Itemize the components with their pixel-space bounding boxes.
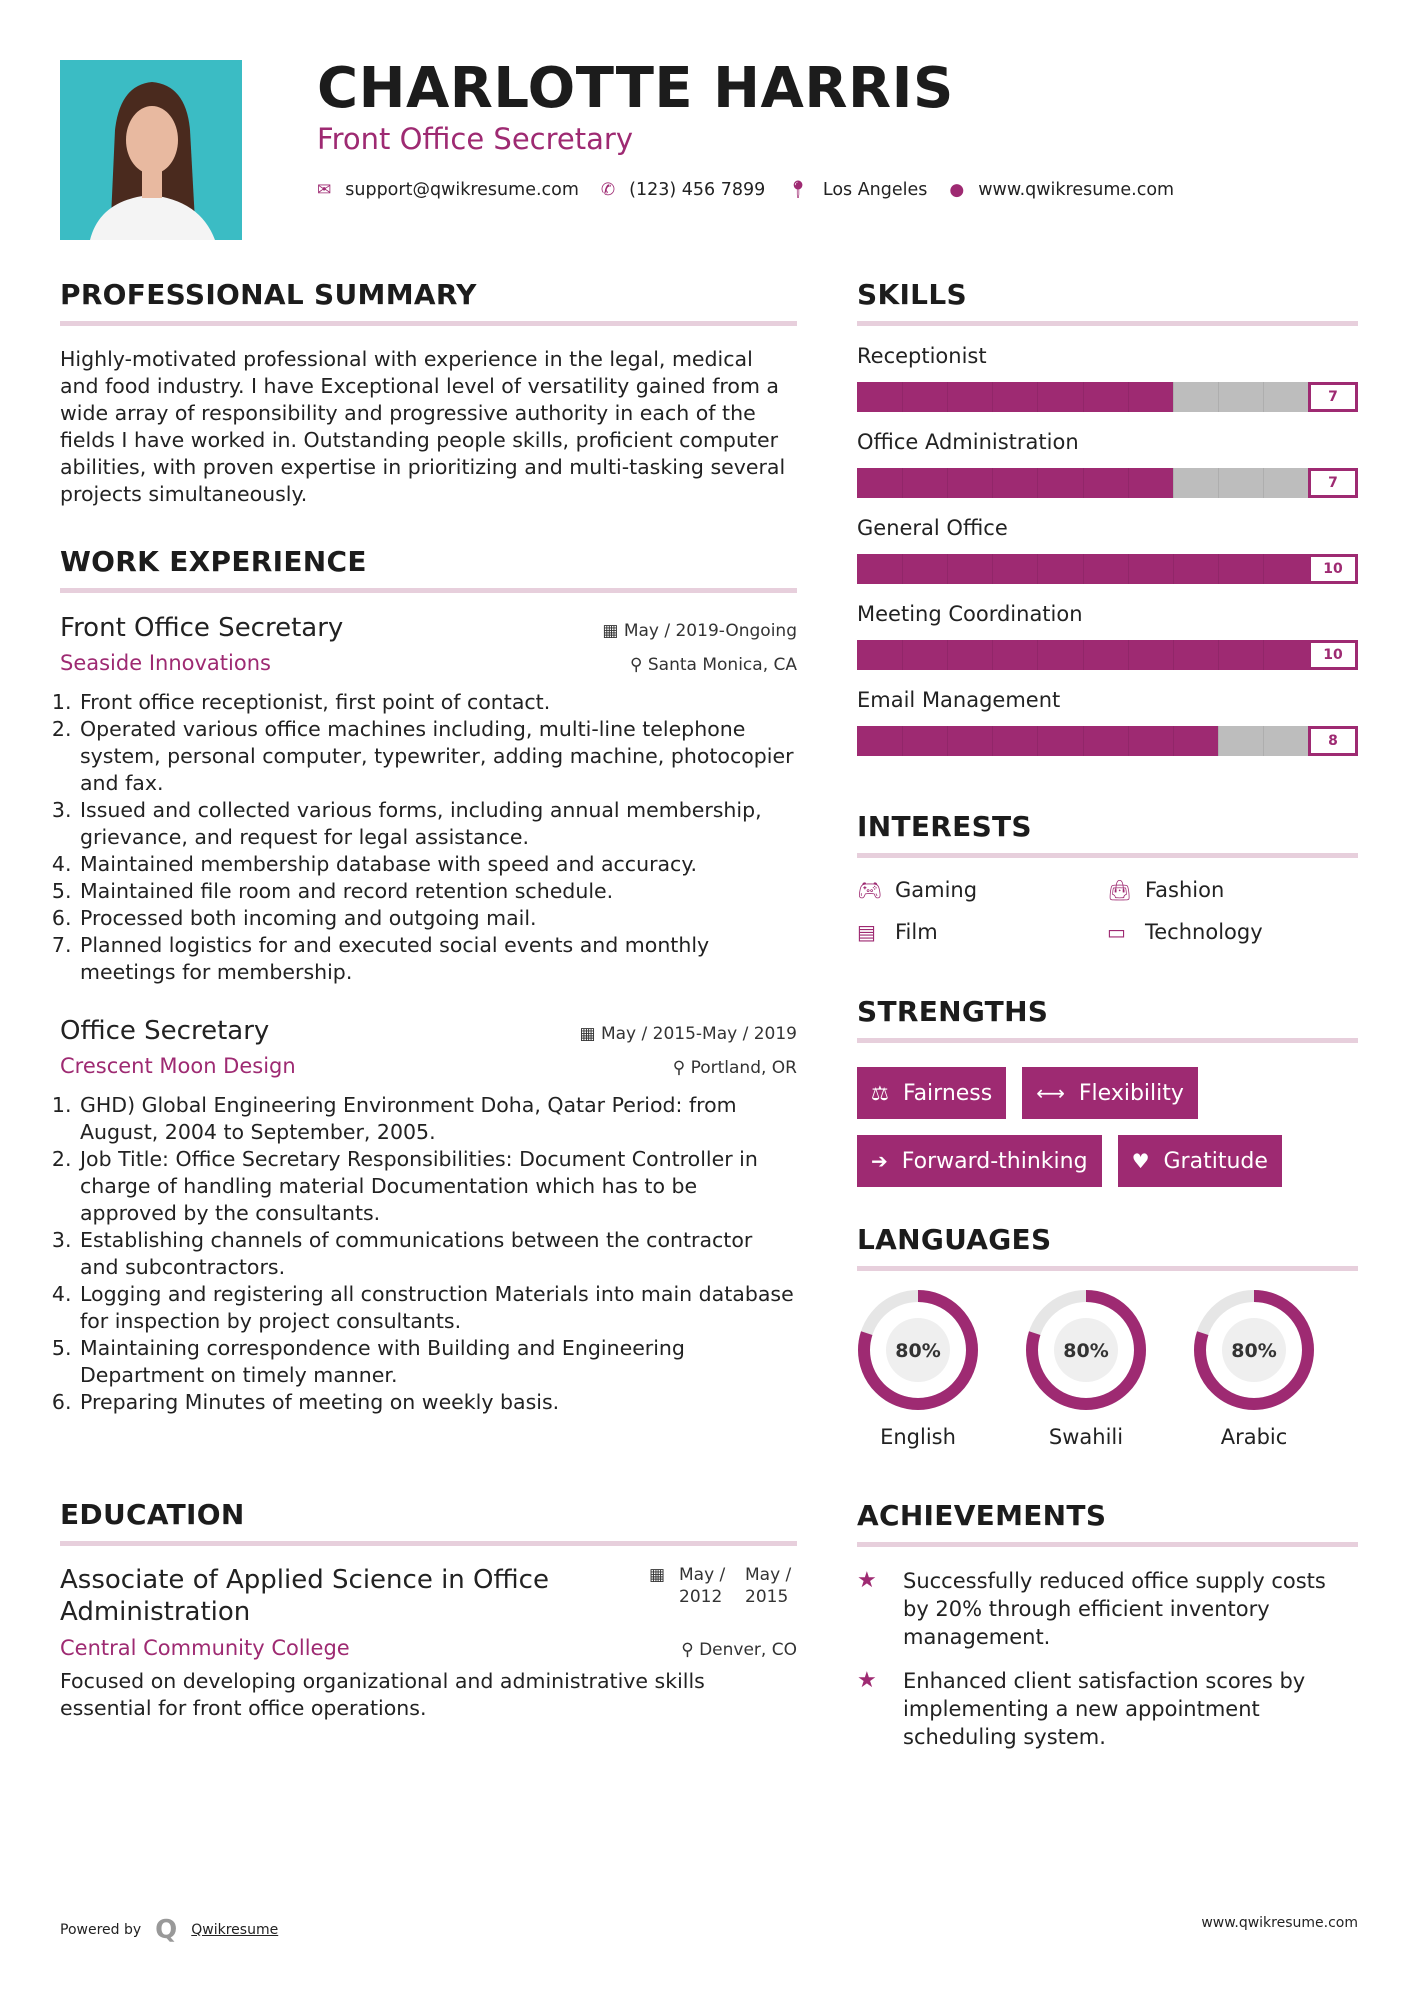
balance-scale-icon: ⚖ [871, 1081, 889, 1105]
skill-value: 8 [1308, 726, 1358, 756]
film-icon: ▤ [857, 920, 876, 944]
footer-website[interactable]: www.qwikresume.com [1201, 1915, 1358, 1931]
achievement-item [857, 1667, 1358, 1751]
duty-item: 2. Job Title: Office Secretary Responsibilities: Document Controller in charge of handling material Documentation which has to be approved by the consultants. [78, 1146, 797, 1227]
skill-segment-divider [947, 468, 948, 498]
divider [857, 1266, 1358, 1271]
globe-icon: ● [949, 180, 965, 200]
skill-segment-divider [947, 640, 948, 670]
skill-segment-divider [1037, 554, 1038, 584]
job-dates: May / 2015-May / 2019 [600, 1024, 797, 1044]
skill-segment-divider [992, 468, 993, 498]
skill-segment-divider [1218, 468, 1219, 498]
strength-label: Forward-thinking [901, 1148, 1088, 1174]
skill-segment-divider [1083, 468, 1084, 498]
skill-segment-divider [992, 554, 993, 584]
envelope-icon: ✉ [317, 180, 332, 200]
heart-icon: ♥ [1131, 1149, 1150, 1173]
skill-value: 7 [1308, 468, 1358, 498]
brand-link[interactable]: Qwikresume [191, 1922, 279, 1938]
language-donut [857, 1289, 979, 1411]
strength-label: Gratitude [1163, 1148, 1268, 1174]
skill-segment-divider [1263, 554, 1264, 584]
strength-label: Fairness [902, 1080, 993, 1106]
languages-section [857, 1223, 1358, 1449]
company-name: Seaside Innovations [60, 651, 271, 675]
interest-item [857, 920, 1107, 944]
language-item [857, 1289, 979, 1449]
skill-segment-divider [1263, 382, 1264, 412]
skill-segment-divider [947, 726, 948, 756]
duty-item: 7. Planned logistics for and executed social events and monthly meetings for membership. [78, 932, 797, 986]
skill-fill [857, 382, 1173, 412]
star-icon: ★ [857, 1668, 877, 1693]
skill-segment-divider [1218, 726, 1219, 756]
interest-label: Technology [1145, 920, 1263, 944]
duty-item: 6. Processed both incoming and outgoing mail. [78, 905, 797, 932]
skill-label: Meeting Coordination [857, 602, 1083, 626]
skill-segment-divider [1037, 726, 1038, 756]
section-heading: INTERESTS [857, 810, 1032, 843]
duty-item: 6. Preparing Minutes of meeting on weekly basis. [78, 1389, 797, 1416]
divider [857, 321, 1358, 326]
duty-item: 2. Operated various office machines including, multi-line telephone system, personal computer, typewriter, adding machine, photocopier and fax. [78, 716, 797, 797]
calendar-icon: ▦ [648, 1565, 665, 1585]
skill-segment-divider [1037, 382, 1038, 412]
skill-segment-divider [1218, 554, 1219, 584]
section-heading: SKILLS [857, 278, 967, 311]
duty-item: 3. Establishing channels of communications between the contractor and subcontractors. [78, 1227, 797, 1281]
skill-segment-divider [1173, 726, 1174, 756]
skill-bar [857, 554, 1358, 584]
skill-fill [857, 468, 1173, 498]
candidate-name: CHARLOTTE HARRIS [317, 56, 954, 121]
job-entry [60, 613, 797, 986]
language-label: Arabic [1220, 1425, 1288, 1449]
job-location: Portland, OR [690, 1058, 797, 1078]
skill-bar [857, 726, 1358, 756]
skill-segment-divider [902, 640, 903, 670]
skill-segment-divider [947, 382, 948, 412]
skill-segment-divider [1128, 382, 1129, 412]
skill-value: 7 [1308, 382, 1358, 412]
skill-bar [857, 468, 1358, 498]
job-title: Office Secretary [60, 1016, 270, 1046]
interest-label: Film [895, 920, 938, 944]
achievement-item [857, 1567, 1358, 1651]
contact-location: Los Angeles [822, 180, 928, 200]
achievement-text: Enhanced client satisfaction scores by implementing a new appointment scheduling system. [903, 1669, 1306, 1749]
contact-bar [317, 180, 1196, 200]
skill-segment-divider [992, 726, 993, 756]
strength-chip [1022, 1067, 1198, 1119]
skill-segment-divider [1128, 726, 1129, 756]
duty-item: 1. GHD) Global Engineering Environment Doha, Qatar Period: from August, 2004 to September, 2005. [78, 1092, 797, 1146]
skill-segment-divider [1128, 554, 1129, 584]
interests-section [857, 810, 1358, 944]
skill-label: Receptionist [857, 344, 987, 368]
strength-chip [857, 1067, 1006, 1119]
skill-segment-divider [1173, 554, 1174, 584]
duty-item: 5. Maintaining correspondence with Building and Engineering Department on timely manner. [78, 1335, 797, 1389]
edu-start: May / 2012 [679, 1565, 726, 1607]
job-title: Front Office Secretary [60, 613, 344, 643]
skill-segment-divider [992, 640, 993, 670]
divider [60, 588, 797, 593]
duty-item: 5. Maintained file room and record retention schedule. [78, 878, 797, 905]
skill-segment-divider [902, 468, 903, 498]
job-location: Santa Monica, CA [647, 655, 797, 675]
company-name: Crescent Moon Design [60, 1054, 296, 1078]
skill-segment-divider [1218, 640, 1219, 670]
interest-item [1107, 878, 1357, 902]
skill-segment-divider [992, 382, 993, 412]
divider [60, 321, 797, 326]
arrows-horizontal-icon: ⟷ [1036, 1081, 1065, 1105]
arrow-right-icon: ➔ [871, 1149, 888, 1173]
skill-segment-divider [902, 726, 903, 756]
pin-icon: ⚲ [681, 1640, 700, 1660]
experience-section [60, 545, 797, 1416]
skill-bar [857, 640, 1358, 670]
job-dates: May / 2019-Ongoing [623, 621, 797, 641]
pin-icon: ⚲ [672, 1058, 691, 1078]
interest-label: Fashion [1145, 878, 1225, 902]
pin-icon: ⚲ [630, 655, 648, 675]
skill-segment-divider [1263, 726, 1264, 756]
section-heading: EDUCATION [60, 1498, 245, 1531]
contact-email[interactable]: support@qwikresume.com [345, 180, 579, 200]
skill-label: General Office [857, 516, 1008, 540]
skill-segment-divider [902, 382, 903, 412]
summary-section [60, 278, 797, 508]
skill-segment-divider [1083, 640, 1084, 670]
skill-label: Office Administration [857, 430, 1079, 454]
duty-item: 3. Issued and collected various forms, including annual membership, grievance, and request for legal assistance. [78, 797, 797, 851]
phone-icon: ✆ [600, 180, 616, 200]
skill-value: 10 [1308, 640, 1358, 670]
school-name: Central Community College [60, 1636, 350, 1660]
candidate-title: Front Office Secretary [317, 122, 633, 156]
section-heading: LANGUAGES [857, 1223, 1052, 1256]
skill-segment-divider [1173, 640, 1174, 670]
donut-percent: 80% [895, 1340, 941, 1362]
section-heading: WORK EXPERIENCE [60, 545, 367, 578]
shopping-bag-icon: 👜︎ [1107, 878, 1133, 902]
summary-text: Highly-motivated professional with experience in the legal, medical and food industry. I have Exceptional level of versatility gained from a wide array of responsibility and progressive authority in each of the fields I have worked in. Outstanding people skills, proficient computer abilities, with proven expertise in prioritizing and multi-tasking several projects simultaneously. [60, 347, 786, 506]
education-section [60, 1498, 797, 1722]
skill-segment-divider [1173, 468, 1174, 498]
qwikresume-logo-icon: Q [155, 1915, 178, 1945]
language-item [1193, 1289, 1315, 1449]
star-icon: ★ [857, 1568, 877, 1593]
section-heading: PROFESSIONAL SUMMARY [60, 278, 477, 311]
section-heading: ACHIEVEMENTS [857, 1499, 1107, 1532]
skill-bar [857, 382, 1358, 412]
duty-item: 4. Maintained membership database with speed and accuracy. [78, 851, 797, 878]
duties-list [60, 689, 797, 986]
strength-chip [857, 1135, 1102, 1187]
edu-location: Denver, CO [699, 1640, 797, 1660]
interest-item [857, 878, 1107, 902]
interest-label: Gaming [895, 878, 978, 902]
edu-description: Focused on developing organizational and administrative skills essential for front office operations. [60, 1669, 705, 1720]
contact-phone[interactable]: (123) 456 7899 [629, 180, 766, 200]
skill-segment-divider [1037, 468, 1038, 498]
skill-label: Email Management [857, 688, 1061, 712]
calendar-icon: ▦ [602, 621, 624, 641]
skill-segment-divider [947, 554, 948, 584]
skill-segment-divider [1173, 382, 1174, 412]
divider [857, 1038, 1358, 1043]
duties-list [60, 1092, 797, 1416]
achievement-text: Successfully reduced office supply costs by 20% through efficient inventory management. [903, 1569, 1326, 1649]
edu-end: May / 2015 [745, 1565, 792, 1607]
skills-section [857, 278, 1358, 756]
language-label: Swahili [1048, 1425, 1124, 1449]
skill-segment-divider [1083, 726, 1084, 756]
duty-item: 1. Front office receptionist, first point of contact. [78, 689, 797, 716]
skill-segment-divider [1263, 640, 1264, 670]
strength-label: Flexibility [1078, 1080, 1184, 1106]
language-donut [1025, 1289, 1147, 1411]
skill-segment-divider [1083, 554, 1084, 584]
map-pin-icon: 📍︎ [787, 180, 809, 200]
achievements-section [857, 1499, 1358, 1751]
interest-item [1107, 920, 1357, 944]
donut-percent: 80% [1063, 1340, 1109, 1362]
gamepad-icon: 🎮︎ [857, 878, 883, 902]
section-heading: STRENGTHS [857, 995, 1049, 1028]
skill-segment-divider [1263, 468, 1264, 498]
strength-chip [1118, 1135, 1282, 1187]
language-label: English [880, 1425, 956, 1449]
profile-photo [60, 60, 242, 240]
skill-segment-divider [1128, 640, 1129, 670]
divider [857, 853, 1358, 858]
footer-left [60, 1915, 278, 1945]
strengths-section [857, 995, 1358, 1187]
degree-title: Associate of Applied Science in Office Administration [60, 1565, 549, 1627]
skill-segment-divider [1083, 382, 1084, 412]
divider [60, 1541, 797, 1546]
skill-segment-divider [1037, 640, 1038, 670]
skill-segment-divider [1128, 468, 1129, 498]
contact-website[interactable]: www.qwikresume.com [978, 180, 1175, 200]
language-donut [1193, 1289, 1315, 1411]
calendar-icon: ▦ [579, 1024, 601, 1044]
powered-by-label: Powered by [60, 1922, 142, 1938]
skill-segment-divider [1218, 382, 1219, 412]
duty-item: 4. Logging and registering all construction Materials into main database for inspection by project consultants. [78, 1281, 797, 1335]
divider [857, 1542, 1358, 1547]
donut-percent: 80% [1231, 1340, 1277, 1362]
language-item [1025, 1289, 1147, 1449]
laptop-icon: ▭ [1107, 920, 1126, 944]
job-entry [60, 1016, 797, 1416]
skill-segment-divider [902, 554, 903, 584]
skill-value: 10 [1308, 554, 1358, 584]
